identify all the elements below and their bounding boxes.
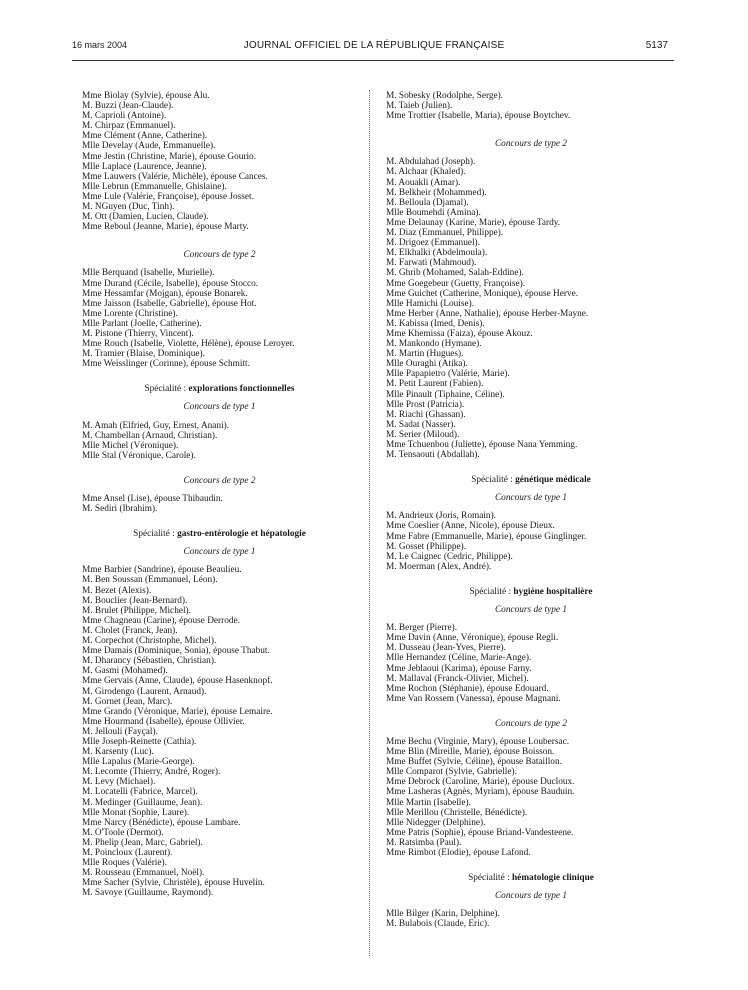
name-entry: M. Belkheir (Mohammed). [386, 187, 487, 198]
name-entry: M. Sadat (Nasser). [386, 419, 456, 430]
concours-list [386, 157, 676, 460]
name-entry: Mlle Prost (Patricia). [386, 399, 465, 410]
left-column [82, 91, 357, 898]
name-entry: Mme Rouch (Isabelle, Violette, Hélène), épouse Leroyer. [82, 339, 295, 350]
name-entry: Mme Lorente (Christine). [82, 308, 178, 319]
name-entry: Mme Biolay (Sylvie), épouse Alu. [82, 91, 210, 101]
name-entry: M. Riachi (Ghassan). [386, 409, 466, 420]
name-entry: Mlle Papapietro (Valérie, Marie). [386, 369, 510, 380]
name-entry: M. Andrieux (Joris, Romain). [386, 511, 497, 522]
intro-list [386, 91, 676, 121]
name-entry: M. Farwati (Mahmoud). [386, 258, 477, 269]
name-entry: Mme Jaisson (Isabelle, Gabrielle), épouse Hot. [82, 298, 257, 309]
name-entry: Mlle Stal (Véronique, Carole). [82, 450, 196, 461]
name-entry: M. Levy (Michael). [82, 777, 156, 788]
specialty-heading: Spécialité : gastro-entérologie et hépatologie [133, 529, 306, 540]
name-entry: M. Le Caignec (Cedric, Philippe). [386, 551, 513, 562]
name-entry: Mlle Hamichi (Louise). [386, 298, 475, 309]
name-entry: Mme Clément (Anne, Catherine). [82, 131, 208, 142]
name-entry: Mme Rochon (Stéphanie), épouse Edouard. [386, 683, 549, 694]
name-entry: M. Locatelli (Fabrice, Marcel). [82, 787, 198, 798]
name-entry: Mme Goegebeur (Guetty, Françoise). [386, 278, 526, 289]
name-entry: M. Mallaval (Franck-Olivier, Michel). [386, 673, 529, 684]
concours-list [82, 494, 357, 514]
name-entry: Mlle Merillou (Christelle, Bénédicte). [386, 807, 528, 818]
name-entry: Mme Ansel (Lise), épouse Thibaudin. [82, 494, 223, 504]
name-entry: M. Bouclier (Jean-Bernard). [82, 595, 188, 606]
name-entry: Mlle Lapalus (Marie-George). [82, 757, 195, 768]
name-entry: Mme Davin (Anne, Véronique), épouse Regli. [386, 633, 559, 644]
name-entry: Mme Fabre (Emmanuelle, Marie), épouse Ginglinger. [386, 531, 587, 542]
concours-list [82, 421, 357, 461]
name-entry: Mlle Bilger (Karin, Delphine). [386, 909, 500, 920]
name-entry: M. Aouakli (Amar). [386, 177, 461, 188]
name-entry: M. Bezet (Alexis). [82, 585, 152, 596]
name-entry: Mlle Comparot (Sylvie, Gabrielle). [386, 767, 517, 778]
concours-heading: Concours de type 2 [494, 139, 568, 150]
intro-list [82, 91, 357, 232]
specialty-name: gastro-entérologie et hépatologie [177, 529, 306, 540]
name-entry: M. Gasmi (Mohamed). [82, 666, 168, 677]
name-entry: M. Taieb (Julien). [386, 101, 453, 112]
page-number: 5137 [645, 40, 668, 51]
concours-list [386, 909, 676, 929]
journal-title: JOURNAL OFFICIEL DE LA RÉPUBLIQUE FRANÇAISE [243, 40, 505, 51]
name-entry: Mme Blin (Mireille, Marie), épouse Boisson. [386, 747, 555, 758]
name-entry: Mme Chagneau (Carine), épouse Derrode. [82, 615, 240, 626]
concours-heading: Concours de type 1 [183, 547, 256, 558]
name-entry: M. Ratsimba (Paul). [386, 837, 462, 848]
specialty-name: hématologie clinique [512, 873, 594, 884]
name-entry: M. Tramier (Blaise, Dominique). [82, 349, 205, 360]
name-entry: M. Dharancy (Sébastien, Christian). [82, 656, 217, 667]
name-entry: M. Amah (Elfried, Guy, Ernest, Anani). [82, 420, 230, 431]
name-entry: M. Chambellan (Arnaud, Christian). [82, 430, 218, 441]
name-entry: Mlle Martin (Isabelle). [386, 797, 471, 808]
name-entry: M. Martin (Hugues). [386, 349, 464, 360]
name-entry: Mme Lasheras (Agnès, Myriam), épouse Bauduin. [386, 787, 575, 798]
name-entry: Mme Tchuenbou (Juliette), épouse Nana Yemming. [386, 440, 578, 450]
name-entry: Mme Durand (Cécile, Isabelle), épouse Stocco. [82, 278, 259, 289]
name-entry: M. Abdulahad (Joseph). [386, 157, 476, 168]
name-entry: Mme Lauwers (Valérie, Michèle), épouse Cances. [82, 171, 268, 182]
concours-heading: Concours de type 1 [494, 605, 568, 616]
specialty-heading: Spécialité : hygiène hospitalière [469, 586, 593, 597]
name-entry: Mme Guichet (Catherine, Monique), épouse Herve. [386, 288, 579, 299]
concours-heading: Concours de type 2 [494, 718, 568, 729]
concours-heading: Concours de type 2 [183, 250, 256, 261]
name-entry: Mme Gervais (Anne, Claude), épouse Hasenknopf. [82, 676, 273, 687]
name-entry: Mme Bechu (Virginie, Mary), épouse Loubersac. [386, 736, 570, 747]
name-entry: M. Sobesky (Rodolphe, Serge). [386, 91, 504, 101]
name-entry: M. Diaz (Emmanuel, Philippe). [386, 228, 504, 239]
name-entry: M. Lecomte (Thierry, André, Roger). [82, 767, 221, 778]
name-entry: Mlle Michel (Véronique). [82, 440, 179, 451]
concours-heading: Concours de type 2 [183, 475, 256, 486]
name-entry: M. Kabissa (Imed, Denis). [386, 318, 485, 329]
name-entry: Mme Hourmand (Isabelle), épouse Ollivier. [82, 716, 245, 727]
name-entry: Mlle Berquand (Isabelle, Murielle). [82, 268, 215, 279]
header-date: 16 mars 2004 [72, 40, 128, 50]
name-entry: M. Poincloux (Laurent). [82, 848, 173, 858]
concours-heading: Concours de type 1 [494, 493, 568, 504]
specialty-heading: Spécialité : explorations fonctionnelles [144, 384, 295, 395]
concours-list [82, 565, 357, 898]
name-entry: Mlle Develay (Aude, Emmanuelle). [82, 141, 216, 152]
name-entry: M. Rousseau (Emmanuel, Noël). [82, 868, 205, 879]
name-entry: M. Karsenty (Luc). [82, 747, 154, 758]
name-entry: M. Girodengo (Laurent, Arnaud). [82, 686, 207, 697]
name-entry: M. Sediri (Ibrahim). [82, 504, 158, 515]
concours-heading: Concours de type 1 [183, 402, 256, 413]
name-entry: M. Elkhalki (Abdelmoula). [386, 248, 488, 259]
name-entry: Mme Narcy (Bénédicte), épouse Lambare. [82, 817, 241, 828]
name-entry: Mme Grando (Véronique, Marie), épouse Lemaire. [82, 706, 273, 717]
name-entry: M. Pistone (Thierry, Vincent). [82, 328, 194, 339]
name-entry: M. Belloula (Djamal). [386, 197, 469, 208]
name-entry: M. Ben Soussan (Emmanuel, Léon). [82, 575, 218, 586]
name-entry: M. Ghrib (Mohamed, Salah-Eddine). [386, 268, 524, 279]
name-entry: Mlle Nidegger (Delphine). [386, 817, 486, 828]
name-entry: Mlle Roques (Valérie). [82, 858, 167, 869]
name-entry: Mme Herber (Anne, Nathalie), épouse Herber-Mayne. [386, 308, 589, 319]
name-entry: M. Dusseau (Jean-Yves, Pierre). [386, 643, 506, 654]
column-divider [369, 90, 370, 956]
name-entry: M. Berger (Pierre). [386, 623, 458, 634]
name-entry: M. Brulet (Philippe, Michel). [82, 605, 191, 616]
name-entry: Mme Khemissa (Faiza), épouse Akouz. [386, 328, 533, 339]
name-entry: M. Caprioli (Antoine). [82, 111, 167, 122]
name-entry: Mme Coeslier (Anne, Nicole), épouse Dieux. [386, 521, 555, 532]
concours-list [82, 268, 357, 369]
specialty-heading: Spécialité : hématologie clinique [468, 873, 594, 884]
name-entry: Mme Sacher (Sylvie, Christèle), épouse Huvelin. [82, 878, 265, 889]
name-entry: Mme Jestin (Christine, Marie), épouse Gourio. [82, 151, 257, 162]
name-entry: M. Petit Laurent (Fabien). [386, 379, 484, 390]
name-entry: M. Phelip (Jean, Marc, Gabriel). [82, 837, 203, 848]
name-entry: Mlle Parlant (Joelle, Catherine). [82, 318, 202, 329]
name-entry: Mlle Boumehdi (Amina). [386, 207, 481, 218]
name-entry: Mme Van Rossem (Vanessa), épouse Magnani. [386, 693, 561, 704]
name-entry: M. Medinger (Guillaume, Jean). [82, 797, 203, 808]
right-column [386, 91, 676, 929]
concours-list [386, 623, 676, 704]
specialty-name: hygiène hospitalière [513, 586, 593, 597]
name-entry: M. Buzzi (Jean-Claude). [82, 101, 174, 112]
name-entry: Mme Hessamfar (Mojgan), épouse Bonarek. [82, 288, 248, 299]
name-entry: M. Jellouli (Fayçal). [82, 726, 158, 737]
concours-heading: Concours de type 1 [494, 891, 568, 902]
name-entry: Mlle Laplace (Laurence, Jeanne). [82, 161, 207, 172]
name-entry: Mlle Joseph-Reinette (Cathia). [82, 736, 197, 747]
name-entry: M. NGuyen (Duc, Tinh). [82, 202, 175, 213]
name-entry: Mme Reboul (Jeanne, Marie), épouse Marty. [82, 222, 249, 233]
name-entry: M. Chirpaz (Emmanuel). [82, 121, 176, 132]
concours-list [386, 737, 676, 858]
name-entry: Mlle Lebrun (Emmanuelle, Ghislaine). [82, 181, 227, 192]
name-entry: M. Moerman (Alex, André). [386, 561, 492, 572]
name-entry: Mme Debrock (Caroline, Marie), épouse Ducloux. [386, 777, 575, 788]
name-entry: Mme Weisslinger (Corinne), épouse Schmitt. [82, 359, 250, 370]
name-entry: M. Bulabois (Claude, Eric). [386, 919, 490, 930]
name-entry: M. Gosset (Philippe). [386, 541, 467, 552]
name-entry: M. Mankondo (Hymane). [386, 339, 482, 350]
name-entry: M. Alchaar (Khaled). [386, 167, 466, 178]
concours-list [386, 511, 676, 572]
name-entry: Mme Jeblaoui (Karima), épouse Farny. [386, 663, 532, 674]
name-entry: Mme Rimbot (Elodie), épouse Lafond. [386, 848, 531, 858]
name-entry: M. Serier (Miloud). [386, 429, 460, 440]
name-entry: Mlle Pinault (Tiphaine, Céline). [386, 389, 505, 400]
name-entry: Mme Trottier (Isabelle, Maria), épouse Boytchev. [386, 111, 571, 122]
name-entry: M. Corpechot (Christophe, Michel). [82, 636, 217, 647]
name-entry: Mme Lule (Valérie, Françoise), épouse Josset. [82, 191, 254, 202]
specialty-heading: Spécialité : génétique médicale [471, 475, 591, 486]
name-entry: Mme Delaunay (Karine, Marie), épouse Tardy. [386, 217, 561, 228]
name-entry: M. Gornet (Jean, Marc). [82, 696, 173, 707]
name-entry: Mme Buffet (Sylvie, Céline), épouse Bataillon. [386, 757, 562, 768]
name-entry: M. Tensaouti (Abdallah). [386, 450, 480, 461]
specialty-name: explorations fonctionnelles [188, 384, 295, 395]
header-rule [72, 60, 674, 61]
name-entry: Mme Patris (Sophie), épouse Briand-Vandesteene. [386, 827, 574, 838]
name-entry: Mlle Ouraghi (Atika). [386, 359, 468, 370]
specialty-name: génétique médicale [515, 475, 591, 486]
name-entry: M. Savoye (Guillaume, Raymond). [82, 888, 214, 899]
name-entry: M. Drigoez (Emmanuel). [386, 238, 480, 249]
name-entry: Mlle Monat (Sophie, Laure). [82, 807, 190, 818]
name-entry: Mlle Hernandez (Céline, Marie-Ange). [386, 653, 532, 664]
name-entry: M. O'Toole (Dermot). [82, 827, 164, 838]
name-entry: Mme Damais (Dominique, Sonia), épouse Thabut. [82, 646, 270, 657]
name-entry: M. Cholet (Franck, Jean). [82, 625, 178, 636]
name-entry: Mme Barbier (Sandrine), épouse Beaulieu. [82, 565, 242, 576]
name-entry: M. Ott (Damien, Lucien, Claude). [82, 212, 209, 223]
